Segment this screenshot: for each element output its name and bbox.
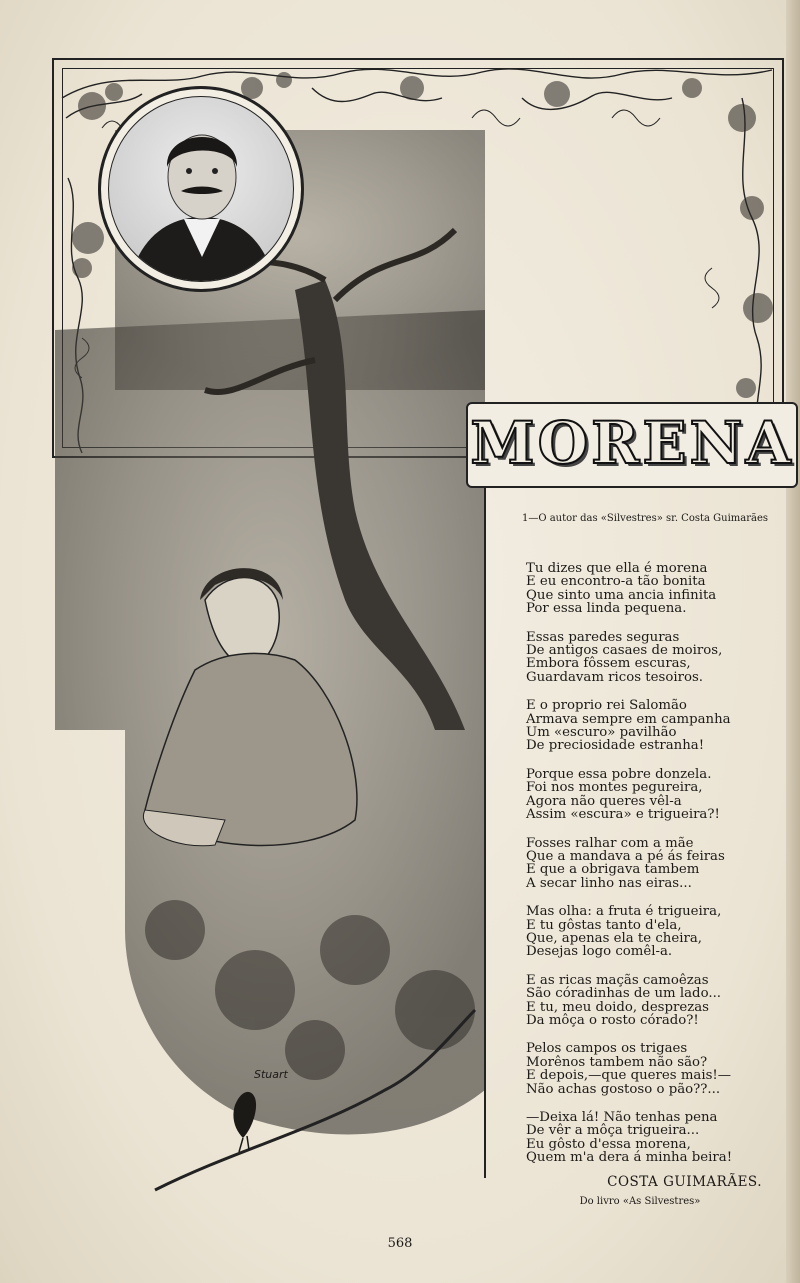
poem-line: Quem m'a dera á minha beira! — [526, 1150, 733, 1166]
poem-stanza — [526, 837, 776, 891]
poem-line: Pelos campos os trigaes — [526, 1041, 688, 1057]
poem-line: Essas paredes seguras — [526, 629, 680, 645]
poem-line: Embora fôssem escuras, — [526, 656, 691, 672]
man-portrait-image — [109, 97, 294, 282]
poem-line: Mas olha: a fruta é trigueira, — [526, 904, 722, 920]
poem-stanza — [526, 699, 776, 753]
poem-stanza — [526, 631, 776, 685]
poem-stanza — [526, 974, 776, 1028]
poem-line: Agora não queres vêl-a — [526, 793, 682, 809]
poem-line: Morênos tambem não são? — [526, 1054, 708, 1070]
column-rule — [484, 488, 486, 1178]
poem-author: COSTA GUIMARÃES. — [607, 1174, 762, 1190]
poem-stanza — [526, 905, 776, 959]
poem-line: Por essa linda pequena. — [526, 601, 687, 617]
poem-line: E depois,—que queres mais!— — [526, 1068, 732, 1084]
poem-line: Guardavam ricos tesoiros. — [526, 669, 704, 685]
poem-line: E eu encontro-a tão bonita — [526, 574, 706, 590]
poem-line: São córadinhas de um lado... — [526, 986, 722, 1002]
page-number: 568 — [387, 1236, 413, 1251]
poem-line: Armava sempre em campanha — [526, 711, 731, 727]
poem-line: Fosses ralhar com a mãe — [526, 835, 694, 851]
poem-line: E o proprio rei Salomão — [526, 698, 687, 714]
poem-line: Eu gôsto d'essa morena, — [526, 1136, 691, 1152]
poem-line: De antigos casaes de moiros, — [526, 643, 723, 659]
poem-stanza — [526, 1111, 776, 1165]
poem-line: Assim «escura» e trigueira?! — [526, 807, 720, 823]
poem-line: Não achas gostoso o pão??... — [526, 1081, 721, 1097]
poem-line: E as ricas maçãs camoêzas — [526, 972, 709, 988]
poem-line: De preciosidade estranha! — [526, 738, 705, 754]
poem-line: E que a obrigava tambem — [526, 862, 700, 878]
poem-body — [526, 562, 776, 1180]
poem-line: Desejas logo comêl-a. — [526, 944, 673, 960]
poem-line: De vêr a môça trigueira... — [526, 1123, 700, 1139]
poem-line: Tu dizes que ella é morena — [526, 561, 708, 576]
poem-title: MORENA — [470, 409, 794, 477]
poem-line: A secar linho nas eiras... — [526, 875, 692, 891]
poem-line: Porque essa pobre donzela. — [526, 766, 712, 782]
poem-line: Da môça o rosto córado?! — [526, 1012, 699, 1028]
portrait-caption: 1—O autor das «Silvestres» sr. Costa Guimarães — [521, 513, 769, 524]
forest-illustration — [55, 130, 485, 1210]
poem-line: Que a mandava a pé ás feiras — [526, 848, 725, 864]
poem-stanza — [526, 1042, 776, 1096]
poem-line: Um «escuro» pavilhão — [526, 725, 677, 741]
poem-stanza — [526, 768, 776, 822]
poem-source: Do livro «As Silvestres» — [579, 1196, 701, 1207]
poem-line: Que sinto uma ancia infinita — [526, 587, 717, 603]
poem-line: —Deixa lá! Não tenhas pena — [526, 1110, 718, 1125]
poem-stanza — [526, 562, 776, 616]
poem-line: Que, apenas ela te cheira, — [526, 930, 702, 946]
poem-line: E tu gôstas tanto d'ela, — [526, 917, 682, 933]
artist-signature: Stuart — [254, 1068, 288, 1081]
poem-line: Foi nos montes pegureira, — [526, 780, 703, 796]
page-spine-edge — [786, 0, 800, 1283]
poem-line: E tu, meu doido, desprezas — [526, 999, 710, 1015]
author-portrait — [108, 96, 294, 282]
